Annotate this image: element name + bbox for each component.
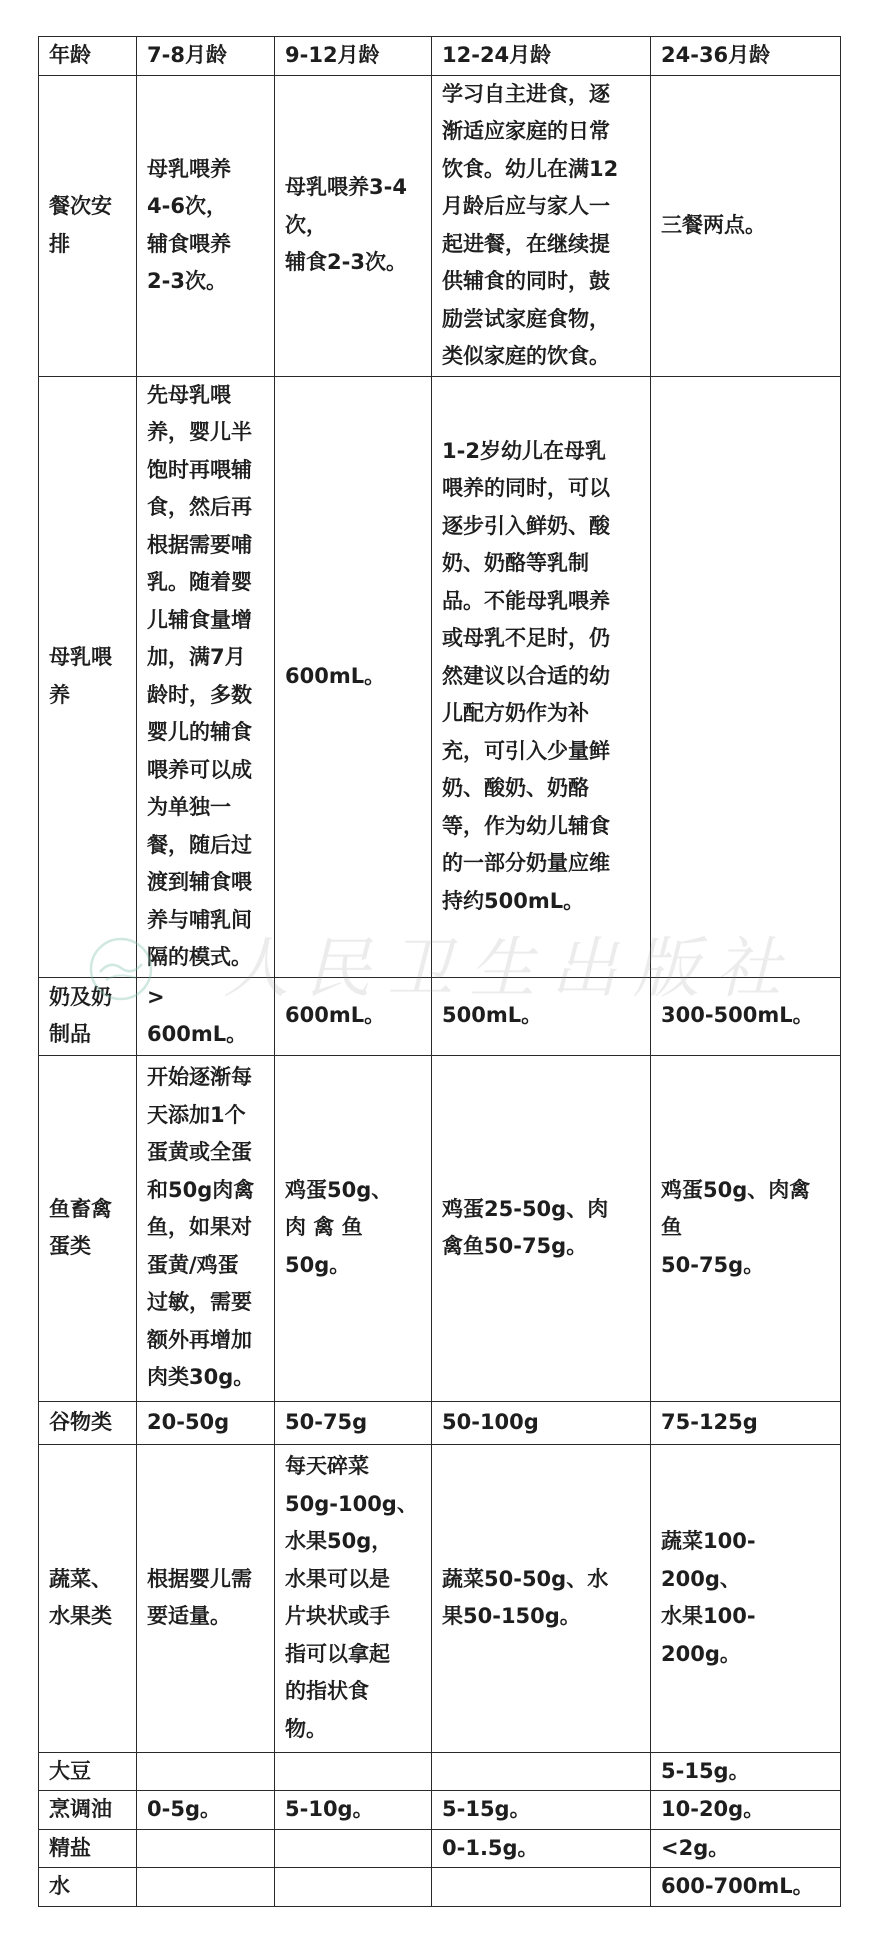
table-cell: 三餐两点。	[651, 75, 841, 376]
table-cell: 0-5g。	[137, 1791, 275, 1830]
header-row	[39, 37, 841, 76]
table-cell: 20-50g	[137, 1401, 275, 1444]
table-cell	[432, 1752, 651, 1791]
table-cell: 5-15g。	[651, 1752, 841, 1791]
table-cell: 根据婴儿需 要适量。	[137, 1444, 275, 1752]
row-label: 谷物类	[39, 1401, 137, 1444]
table-cell: 母乳喂养3-4 次， 辅食2-3次。	[275, 75, 432, 376]
table-cell	[651, 376, 841, 977]
table-row-breastfeeding	[39, 376, 841, 977]
table-cell: 每天碎菜 50g-100g、 水果50g， 水果可以是 片块状或手 指可以拿起 的指状食 物。	[275, 1444, 432, 1752]
table-cell: 鸡蛋25-50g、肉 禽鱼50-75g。	[432, 1055, 651, 1401]
table-row-dairy	[39, 977, 841, 1055]
table-cell: > 600mL。	[137, 977, 275, 1055]
row-label: 鱼畜禽 蛋类	[39, 1055, 137, 1401]
table-cell	[432, 1868, 651, 1907]
table-cell: 开始逐渐每 天添加1个 蛋黄或全蛋 和50g肉禽 鱼，如果对 蛋黄/鸡蛋 过敏，需要 额外再增加 肉类30g。	[137, 1055, 275, 1401]
table-row-meat-egg	[39, 1055, 841, 1401]
row-label: 餐次安 排	[39, 75, 137, 376]
table-cell: 先母乳喂 养，婴儿半 饱时再喂辅 食，然后再 根据需要哺 乳。随着婴 儿辅食量增 加，满7月 龄时，多数 婴儿的辅食 喂养可以成 为单独一 餐，随后过 渡到辅食喂 养与哺乳间 隔的模式。	[137, 376, 275, 977]
table-cell: 1-2岁幼儿在母乳 喂养的同时，可以 逐步引入鲜奶、酸 奶、奶酪等乳制 品。不能母乳喂养 或母乳不足时，仍 然建议以合适的幼 儿配方奶作为补 充，可引入少量鲜 奶、酸奶、奶酪 等，作为幼儿辅食 的一部分奶量应维 持约500mL。	[432, 376, 651, 977]
table-row-soy	[39, 1752, 841, 1791]
table-cell: 蔬菜50-50g、水 果50-150g。	[432, 1444, 651, 1752]
table-row-veg-fruit	[39, 1444, 841, 1752]
row-label: 水	[39, 1868, 137, 1907]
table-cell: 母乳喂养 4-6次， 辅食喂养 2-3次。	[137, 75, 275, 376]
table-cell: 50-100g	[432, 1401, 651, 1444]
table-cell: 600mL。	[275, 376, 432, 977]
table-cell	[275, 1752, 432, 1791]
table-row-oil	[39, 1791, 841, 1830]
watermark-text: 人民卫生出版社	[223, 930, 797, 1007]
header-24-36: 24-36月龄	[651, 37, 841, 76]
row-label: 大豆	[39, 1752, 137, 1791]
header-12-24: 12-24月龄	[432, 37, 651, 76]
table-cell	[137, 1752, 275, 1791]
row-label: 奶及奶 制品	[39, 977, 137, 1055]
row-label: 精盐	[39, 1829, 137, 1868]
table-cell: 300-500mL。	[651, 977, 841, 1055]
table-cell: 600mL。	[275, 977, 432, 1055]
table-cell: 5-15g。	[432, 1791, 651, 1830]
table-cell: 5-10g。	[275, 1791, 432, 1830]
table-row-water	[39, 1868, 841, 1907]
table-cell	[275, 1868, 432, 1907]
header-9-12: 9-12月龄	[275, 37, 432, 76]
feeding-table	[38, 36, 841, 1907]
table-cell	[137, 1868, 275, 1907]
table-cell: 蔬菜100- 200g、 水果100- 200g。	[651, 1444, 841, 1752]
table-cell: 鸡蛋50g、肉禽 鱼 50-75g。	[651, 1055, 841, 1401]
table-cell: 鸡蛋50g、 肉 禽 鱼 50g。	[275, 1055, 432, 1401]
header-age: 年龄	[39, 37, 137, 76]
table-row-meals	[39, 75, 841, 376]
table-cell: 学习自主进食，逐 渐适应家庭的日常 饮食。幼儿在满12 月龄后应与家人一 起进餐，在继续提 供辅食的同时，鼓 励尝试家庭食物， 类似家庭的饮食。	[432, 75, 651, 376]
row-label: 蔬菜、 水果类	[39, 1444, 137, 1752]
header-7-8: 7-8月龄	[137, 37, 275, 76]
table-cell: 500mL。	[432, 977, 651, 1055]
table-row-grains	[39, 1401, 841, 1444]
row-label: 母乳喂 养	[39, 376, 137, 977]
table-cell: 50-75g	[275, 1401, 432, 1444]
table-cell	[275, 1829, 432, 1868]
table-cell: 10-20g。	[651, 1791, 841, 1830]
table-cell: 75-125g	[651, 1401, 841, 1444]
table-cell: <2g。	[651, 1829, 841, 1868]
table-cell	[137, 1829, 275, 1868]
row-label: 烹调油	[39, 1791, 137, 1830]
feeding-table-sheet	[38, 36, 840, 1907]
table-cell: 0-1.5g。	[432, 1829, 651, 1868]
table-row-salt	[39, 1829, 841, 1868]
table-cell: 600-700mL。	[651, 1868, 841, 1907]
